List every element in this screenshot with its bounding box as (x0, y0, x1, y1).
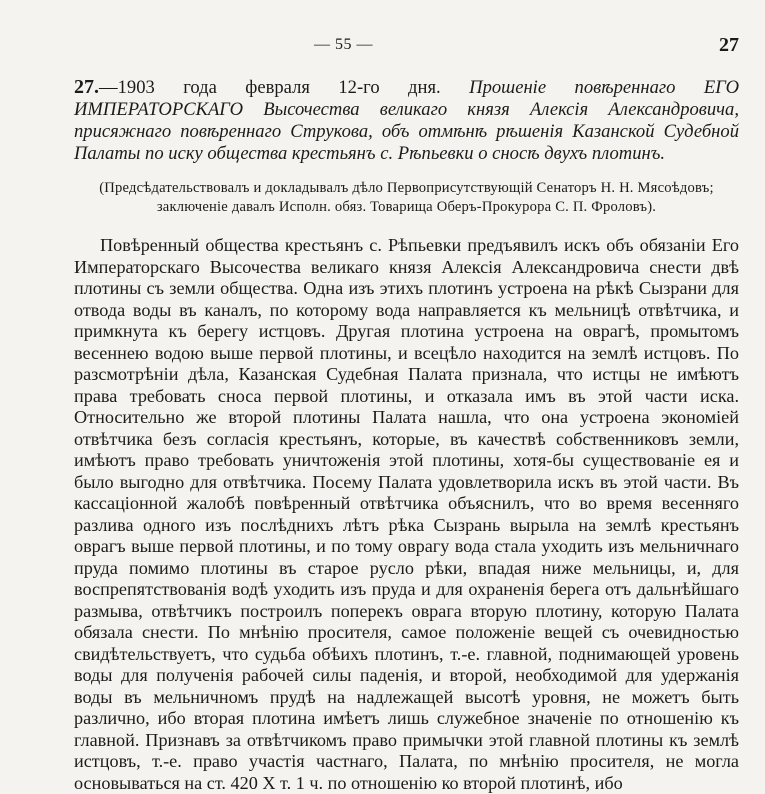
body-paragraph: Повѣренный общества крестьянъ с. Рѣпьевки предъявилъ искъ объ обязаніи Его Императорскаго Высочества великаго князя Алексія Александровича снести двѣ плотины съ земли общества. Одна изъ этихъ плотинъ устроена на рѣкѣ Сызрани для отвода воды въ каналъ, по которому вода направляется къ мельницѣ отвѣтчика, и примкнута къ берегу истцовъ. Другая плотина устроена на оврагѣ, промытомъ весеннею водою выше первой плотины, и всецѣло находится на землѣ истцовъ. По разсмотрѣніи дѣла, Казанская Судебная Палата признала, что истцы не имѣютъ права требовать сноса первой плотины, и отказала имъ въ этой части иска. Относительно же второй плотины Палата нашла, что она устроена экономіей отвѣтчика безъ согласія крестьянъ, которые, въ качествѣ собственниковъ земли, имѣютъ право требовать уничтоженія этой плотины, хотя-бы существованіе ея и было выгодно для отвѣтчика. Посему Палата удовлетворила искъ въ этой части. Въ кассаціонной жалобѣ повѣренный отвѣтчика объяснилъ, что во время весенняго разлива одного изъ послѣднихъ лѣтъ рѣка Сызрань вырыла на землѣ крестьянъ оврагъ выше первой плотины, и по тому оврагу вода стала уходить изъ мельничнаго пруда помимо плотины въ старое русло рѣки, впадая ниже мельницы, и, для воспрепятствованія водѣ уходить изъ пруда и для охраненія берега отъ дальнѣйшаго размыва, отвѣтчикъ построилъ поперекъ оврага вторую плотину, которую Палата обязала снести. По мнѣнію просителя, самое положеніе вещей съ очевидностью свидѣтельствуетъ, что судьба обѣихъ плотинъ, т.-е. главной, поднимающей уровень воды для полученія рабочей силы паденія, и второй, необходимой для удержанія воды въ мельничномъ прудѣ на надлежащей высотѣ уровня, не можетъ быть различно, ибо вторая плотина имѣетъ лишь служебное значеніе по отношенію къ главной. Признавъ за отвѣтчикомъ право примычки этой главной плотины къ землѣ истцовъ, т.-е. право участія частнаго, Палата, по мнѣнію просителя, не могла основываться на ст. 420 X т. 1 ч. по отношенію ко второй плотинѣ, ибо (74, 235, 739, 793)
case-title: Прошеніе повѣреннаго ЕГО ИМПЕРАТОРСКАГО Высочества великаго князя Алексія Александровича, присяжнаго повѣреннаго Струкова, объ отмѣнѣ рѣшенія Казанской Судебной Палаты по иску общества крестьянъ с. Рѣпьевки о сносѣ двухъ плотинъ. (74, 77, 740, 164)
case-number: 27. (74, 76, 99, 98)
page-header (74, 30, 739, 60)
page-number: 27 (719, 34, 739, 56)
case-heading (74, 76, 739, 165)
folio-number: — 55 — (314, 36, 373, 53)
court-composition-note: (Предсѣдательствовалъ и докладывалъ дѣло Первоприсутствующій Сенаторъ Н. Н. Мясоѣдовъ; заключеніе давалъ Исполн. обяз. Товарища Оберъ-Прокурора С. П. Фроловъ). (99, 180, 714, 215)
case-date: —1903 года февраля 12-го дня. (99, 77, 441, 98)
